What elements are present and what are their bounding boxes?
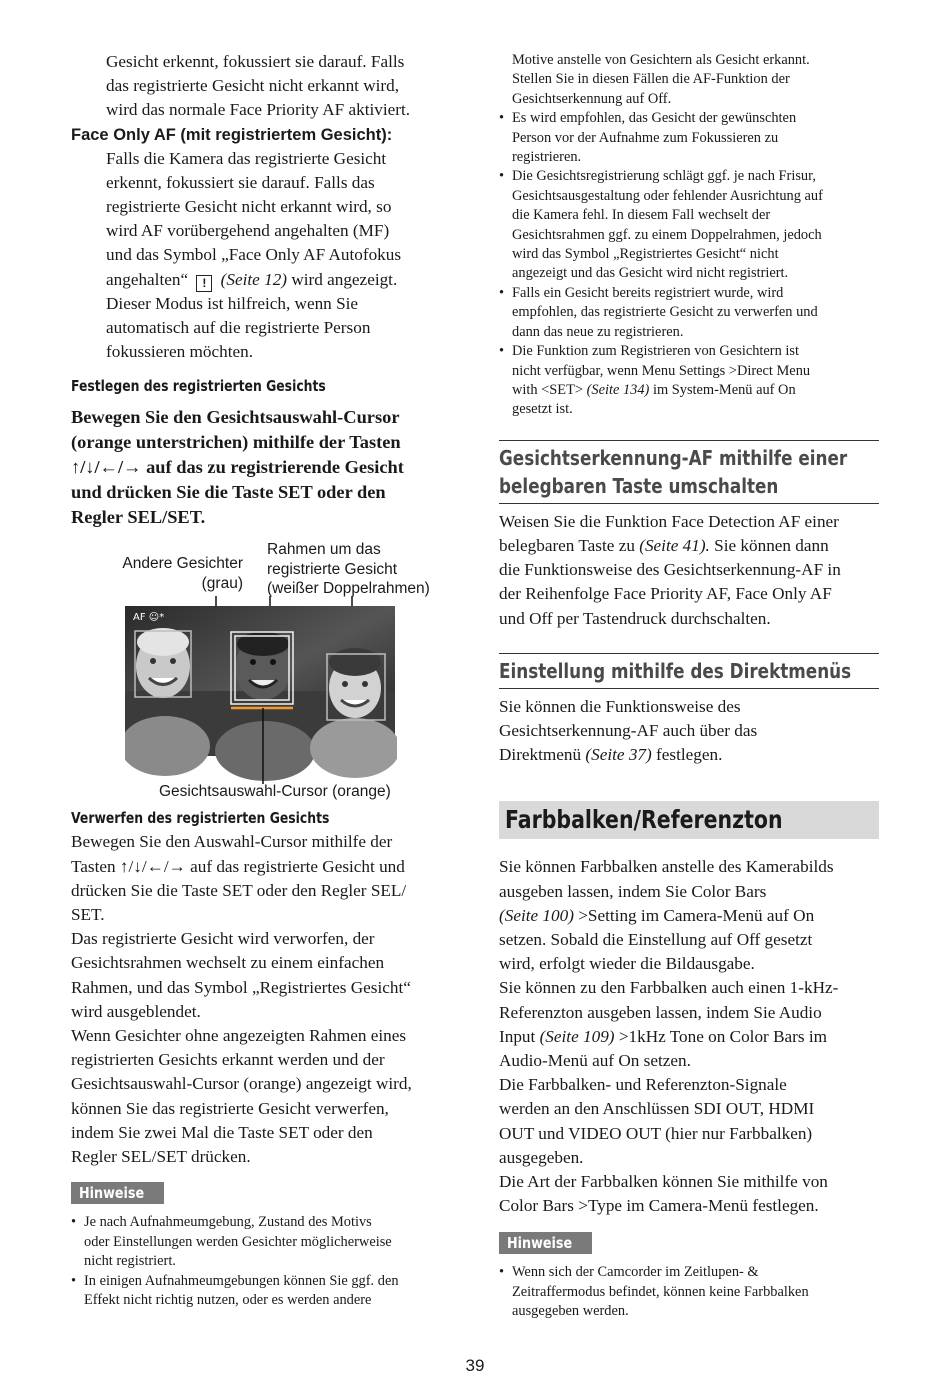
page-reference[interactable]: (Seite 12)	[220, 269, 288, 289]
text-line: SET.	[71, 905, 105, 925]
label-registered-frame: Rahmen um das registrierte Gesicht (weißer Doppelrahmen)	[267, 541, 430, 598]
section2-paragraph: Sie können die Funktionsweise des Gesichtserkennung-AF auch über das Direktmenü (Seite 37) festlegen.	[499, 696, 758, 765]
text-line: Gesichtsauswahl-Cursor (orange) angezeigt wird,	[71, 1074, 412, 1094]
section-title: Gesichtserkennung-AF mithilfe einer	[499, 445, 848, 470]
hinweise-left	[71, 1182, 451, 1204]
continued-note: Motive anstelle von Gesichtern als Gesicht erkannt. Stellen Sie in diesen Fällen die AF-Funktion der Gesichtserkennung auf Off.	[512, 52, 810, 107]
hinweise-right	[499, 1232, 879, 1254]
section-title: Einstellung mithilfe des Direktmenüs	[499, 658, 852, 683]
farbbalken-title: Farbbalken/Referenzton	[505, 805, 783, 835]
page-reference[interactable]: (Seite 41).	[639, 535, 710, 555]
notes-list-right-bottom	[499, 1263, 879, 1321]
photo-children-faces	[125, 596, 397, 796]
section-direct-menu	[499, 653, 879, 689]
photo-overlay-af: AF ☺*	[133, 612, 165, 624]
text-line: Rahmen, und das Symbol „Registriertes Gesicht“	[71, 977, 411, 997]
verwerfen-paragraph	[71, 830, 451, 1169]
text-line: und das Symbol „Face Only AF Autofokus	[106, 245, 402, 265]
text-line: Gesichtsrahmen wechselt zu einem einfachen	[71, 953, 385, 973]
af-hold-icon: !	[196, 275, 212, 292]
text-line: fokussieren möchten.	[106, 342, 254, 362]
text-line: Dieser Modus ist hilfreich, wenn Sie	[106, 293, 359, 313]
text-line: registrierte Gesicht nicht erkannt wird, so	[106, 197, 392, 217]
text-line: das registrierte Gesicht nicht erkannt wird,	[106, 76, 400, 96]
text-line: Regler SEL/SET.	[71, 507, 206, 528]
farbbalken-paragraph: Sie können Farbbalken anstelle des Kamerabilds ausgeben lassen, indem Sie Color Bars (Seite 100) >Setting im Camera-Menü auf On setzen. Sobald die Einstellung auf Off gesetzt wird, erfolgt wieder die Bildausgabe. Sie können zu den Farbbalken auch einen 1-kHz- Referenzton ausgeben lassen, indem Sie Audio Input (Seite 109) >1kHz Tone on Color Bars im Audio-Menü auf On setzen. Die Farbbalken- und Referenzton-Signale werden an den Anschlüssen SDI OUT, HDMI OUT und VIDEO OUT (hier nur Farbbalken) ausgegeben. Die Art der Farbbalken können Sie mithilfe von Color Bars >Type im Camera-Menü festlegen.	[499, 857, 839, 1216]
section1-paragraph: Weisen Sie die Funktion Face Detection AF einer belegbaren Taste zu (Seite 41). Sie können dann die Funktionsweise des Gesichtserkennung-AF in der Reihenfolge Face Priority AF, Face Only AF und Off per Tastendruck durchschalten.	[499, 511, 841, 628]
text-line: wird AF vorübergehend angehalten (MF)	[106, 221, 390, 241]
section-face-detection-button	[499, 440, 879, 504]
left-column	[71, 50, 451, 1310]
list-item: • Je nach Aufnahmeumgebung, Zustand des Motivs oder Einstellungen werden Gesichter möglicherweise nicht registriert.	[71, 1213, 451, 1271]
page-reference[interactable]: (Seite 100)	[499, 905, 574, 925]
festlegen-heading: Festlegen des registrierten Gesichts	[71, 377, 326, 396]
page-reference[interactable]: (Seite 37)	[585, 745, 652, 765]
text-line: Das registrierte Gesicht wird verworfen, der	[71, 929, 375, 949]
face-only-paragraph	[71, 147, 451, 365]
right-column	[499, 51, 879, 1322]
label-selection-cursor: Gesichtsauswahl-Cursor (orange)	[159, 783, 391, 801]
label-other-faces: Andere Gesichter (grau)	[122, 555, 243, 592]
text-line: erkennt, fokussiert sie darauf. Falls das	[106, 172, 375, 192]
text-line: Bewegen Sie den Auswahl-Cursor mithilfe der	[71, 832, 393, 852]
text-line: automatisch auf die registrierte Person	[106, 318, 371, 338]
text-line: Regler SEL/SET drücken.	[71, 1147, 251, 1167]
hinweise-badge: Hinweise	[499, 1232, 592, 1254]
notes-list-left	[71, 1213, 451, 1310]
list-item: • Falls ein Gesicht bereits registriert wurde, wird empfohlen, das registrierte Gesicht zu verwerfen und dann das neue zu registrieren.	[499, 284, 879, 342]
hinweise-badge: Hinweise	[71, 1182, 164, 1204]
text-line: Wenn Gesichter ohne angezeigten Rahmen eines	[71, 1026, 407, 1046]
text-line: ↑/↓/←/→ auf das zu registrierende Gesicht	[71, 457, 404, 478]
text-line: registrierten Gesichts erkannt werden und der	[71, 1050, 385, 1070]
notes-list-right	[499, 109, 879, 420]
list-item: • Es wird empfohlen, das Gesicht der gewünschten Person vor der Aufnahme zum Fokussieren zu registrieren.	[499, 109, 879, 167]
instruction-paragraph	[71, 405, 451, 530]
text-line: Bewegen Sie den Gesichtsauswahl-Cursor	[71, 407, 400, 428]
text-line: Falls die Kamera das registrierte Gesicht	[106, 148, 387, 168]
list-item: • In einigen Aufnahmeumgebungen können Sie ggf. den Effekt nicht richtig nutzen, oder es werden andere	[71, 1272, 451, 1311]
text-line: (orange unterstrichen) mithilfe der Tasten	[71, 432, 401, 453]
text-line: und drücken Sie die Taste SET oder den	[71, 482, 386, 503]
text-line: Gesicht erkennt, fokussiert sie darauf. Falls	[106, 52, 405, 71]
farbbalken-heading-band	[499, 801, 879, 839]
face-only-heading: Face Only AF (mit registriertem Gesicht):	[71, 125, 393, 144]
text-line: angehalten“ ! (Seite 12) wird angezeigt.	[106, 269, 398, 290]
text-line: indem Sie zwei Mal die Taste SET oder den	[71, 1122, 373, 1142]
page-reference[interactable]: (Seite 109)	[539, 1026, 615, 1046]
list-item: • Die Gesichtsregistrierung schlägt ggf. je nach Frisur, Gesichtsausgestaltung oder fehlender Ausrichtung auf die Kamera fehl. In diesem Fall wechselt der Gesichtsrahmen ggf. zu einem Doppelrahmen, jedoch wird das Symbol „Registriertes Gesicht“ nicht angezeigt und das Gesicht wird nicht registriert.	[499, 167, 879, 283]
intro-paragraph	[71, 50, 451, 123]
section-title: belegbaren Taste umschalten	[499, 473, 779, 498]
face-registration-figure	[71, 541, 451, 801]
text-line: wird das normale Face Priority AF aktiviert.	[106, 100, 411, 120]
text-line: können Sie das registrierte Gesicht verwerfen,	[71, 1098, 389, 1118]
verwerfen-heading: Verwerfen des registrierten Gesichts	[71, 809, 330, 828]
text-line: Tasten ↑/↓/←/→ auf das registrierte Gesicht und	[71, 856, 405, 876]
list-item: • Wenn sich der Camcorder im Zeitlupen- & Zeitraffermodus befindet, können keine Farbbalken ausgegeben werden.	[499, 1263, 879, 1321]
page-reference[interactable]: (Seite 134)	[586, 381, 650, 398]
text-line: wird ausgeblendet.	[71, 1001, 201, 1021]
page-number: 39	[465, 1356, 485, 1375]
text-line: drücken Sie die Taste SET oder den Regler SEL/	[71, 880, 407, 900]
list-item: • Die Funktion zum Registrieren von Gesichtern ist nicht verfügbar, wenn Menu Settings >Direct Menu with <SET> (Seite 134) im System-Menü auf On gesetzt ist.	[499, 342, 879, 420]
